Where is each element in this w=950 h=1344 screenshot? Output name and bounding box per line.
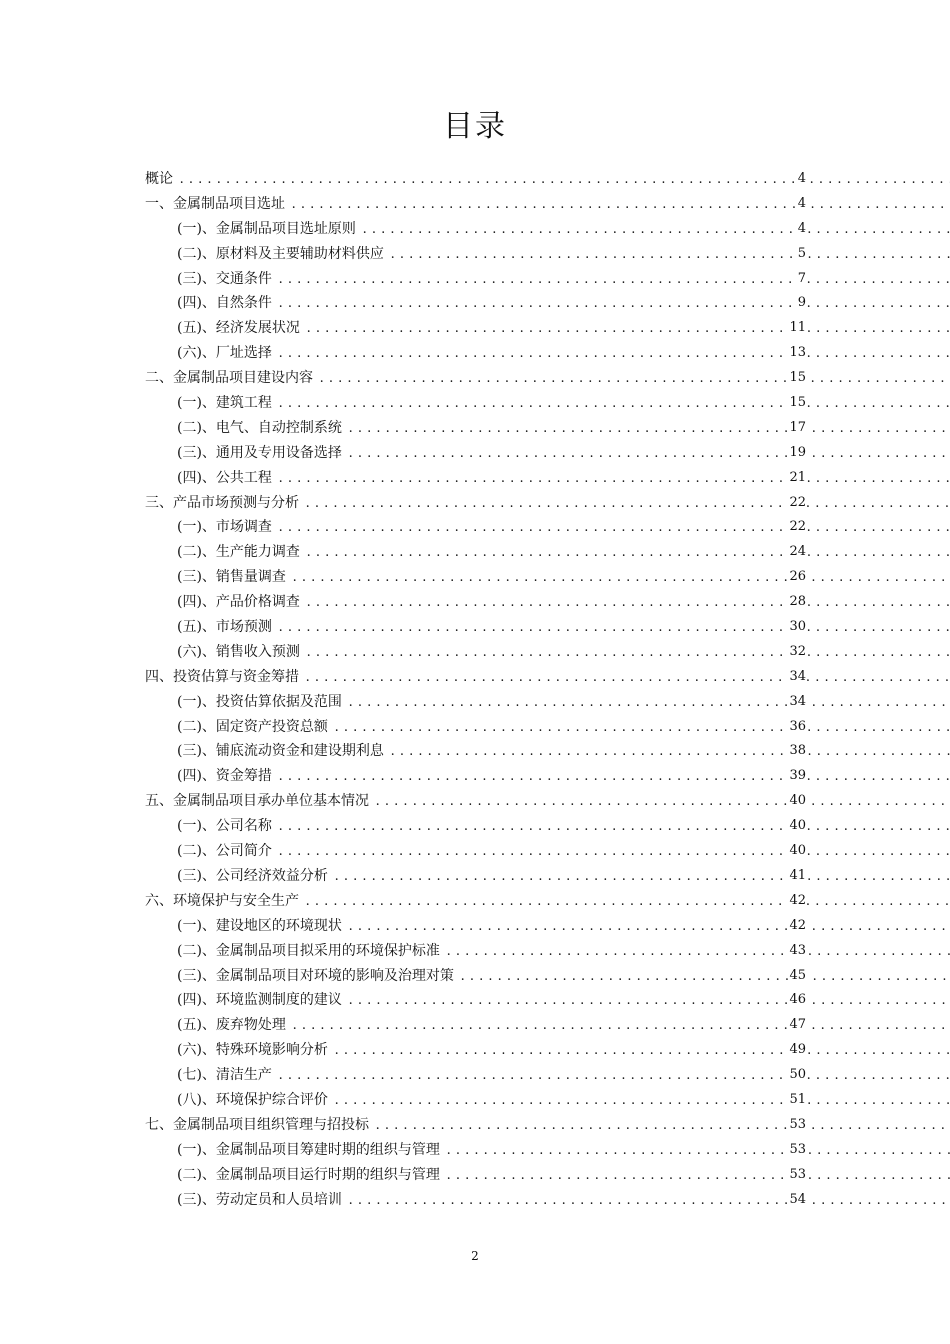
toc-entry[interactable] xyxy=(0,1013,950,1038)
toc-entry-text xyxy=(177,1138,950,1164)
toc-entry[interactable] xyxy=(0,217,950,242)
toc-entry-page: 4 xyxy=(797,217,807,242)
toc-entry[interactable] xyxy=(0,416,950,441)
toc-entry-label: (二)、固定资产投资总额 xyxy=(177,718,328,735)
toc-entry[interactable] xyxy=(0,1138,950,1163)
toc-entry[interactable] xyxy=(0,192,950,217)
toc-entry[interactable] xyxy=(0,565,950,590)
toc-entry-label: (三)、公司经济效益分析 xyxy=(177,867,328,884)
toc-entry-label: (四)、公共工程 xyxy=(177,469,272,486)
toc-entry-text xyxy=(145,665,950,691)
toc-entry-label: 三、产品市场预测与分析 xyxy=(145,494,299,511)
toc-entry-page: 49 xyxy=(788,1038,807,1063)
toc-entry-label: (五)、废弃物处理 xyxy=(177,1017,286,1034)
toc-entry[interactable] xyxy=(0,764,950,789)
toc-entry-text xyxy=(177,565,950,591)
toc-entry-page: 5 xyxy=(797,242,807,267)
toc-entry[interactable] xyxy=(0,291,950,316)
toc-entry-page: 4 xyxy=(797,192,807,217)
toc-entry-page: 4 xyxy=(797,167,807,192)
toc-entry-text xyxy=(177,341,950,367)
toc-entry-label: 四、投资估算与资金筹措 xyxy=(145,668,299,685)
toc-entry-text xyxy=(177,1088,950,1114)
toc-entry-label: (六)、销售收入预测 xyxy=(177,643,300,660)
toc-entry-label: (三)、销售量调查 xyxy=(177,569,286,586)
toc-entry-label: 概论 xyxy=(145,171,173,187)
toc-entry[interactable] xyxy=(0,391,950,416)
toc-entry-label: (一)、市场调查 xyxy=(177,519,272,536)
toc-entry-label: (六)、特殊环境影响分析 xyxy=(177,1042,328,1059)
toc-entry[interactable] xyxy=(0,814,950,839)
toc-entry[interactable] xyxy=(0,665,950,690)
toc-entry-page: 42 xyxy=(788,914,807,939)
toc-entry-text xyxy=(177,291,950,317)
toc-entry-label: (一)、投资估算依据及范围 xyxy=(177,693,342,710)
toc-entry[interactable] xyxy=(0,1088,950,1113)
toc-entry-label: (四)、资金筹措 xyxy=(177,768,272,785)
toc-entry-page: 15 xyxy=(788,391,807,416)
toc-entry-text xyxy=(177,1038,950,1064)
toc-entry-page: 53 xyxy=(788,1163,807,1188)
toc-entry-text xyxy=(177,515,950,541)
toc-entry-label: (四)、自然条件 xyxy=(177,295,272,312)
toc-entry-page: 45 xyxy=(788,964,807,989)
toc-entry-text xyxy=(177,939,950,965)
toc-entry[interactable] xyxy=(0,316,950,341)
toc-entry-text xyxy=(177,590,950,616)
toc-entry-label: (二)、金属制品项目运行时期的组织与管理 xyxy=(177,1166,440,1183)
toc-entry[interactable] xyxy=(0,441,950,466)
toc-entry-text xyxy=(145,192,950,218)
toc-entry[interactable] xyxy=(0,1113,950,1138)
toc-entry-page: 32 xyxy=(788,640,807,665)
toc-entry-text xyxy=(177,217,950,243)
toc-entry-page: 30 xyxy=(788,615,807,640)
toc-entry-page: 11 xyxy=(788,316,807,341)
toc-entry-text xyxy=(145,1113,950,1139)
toc-entry[interactable] xyxy=(0,988,950,1013)
toc-entry-label: (七)、清洁生产 xyxy=(177,1067,272,1084)
toc-entry-text xyxy=(177,1063,950,1089)
toc-entry-text xyxy=(145,789,950,815)
toc-entry-page: 7 xyxy=(797,267,807,292)
toc-entry-text xyxy=(177,640,950,666)
toc-entry-page: 38 xyxy=(788,739,807,764)
toc-entry-label: (一)、金属制品项目选址原则 xyxy=(177,220,356,237)
toc-entry[interactable] xyxy=(0,242,950,267)
toc-entry-page: 28 xyxy=(788,590,807,615)
toc-entry-page: 15 xyxy=(788,366,807,391)
toc-entry-label: (一)、公司名称 xyxy=(177,818,272,835)
toc-entry-text xyxy=(177,391,950,417)
toc-entry-text xyxy=(177,914,950,940)
toc-entry-page: 17 xyxy=(788,416,807,441)
toc-entry-label: (六)、厂址选择 xyxy=(177,345,272,362)
toc-entry-label: (二)、电气、自动控制系统 xyxy=(177,419,342,436)
toc-entry-label: 七、金属制品项目组织管理与招投标 xyxy=(145,1116,369,1133)
toc-entry[interactable] xyxy=(0,939,950,964)
toc-entry-text xyxy=(177,316,950,342)
toc-entry-label: 二、金属制品项目建设内容 xyxy=(145,370,313,387)
toc-entry-page: 22 xyxy=(788,491,807,516)
toc-entry-label: (四)、环境监测制度的建议 xyxy=(177,992,342,1009)
toc-entry[interactable] xyxy=(0,1188,950,1213)
toc-entry-label: 五、金属制品项目承办单位基本情况 xyxy=(145,793,369,810)
toc-entry-text xyxy=(177,739,950,765)
toc-entry-label: (三)、通用及专用设备选择 xyxy=(177,444,342,461)
toc-entry-text xyxy=(177,964,950,990)
toc-entry-page: 46 xyxy=(788,988,807,1013)
toc-entry[interactable] xyxy=(0,466,950,491)
toc-entry-text xyxy=(177,690,950,716)
toc-entry-text xyxy=(177,615,950,641)
toc-entry-page: 50 xyxy=(788,1063,807,1088)
toc-entry-text xyxy=(177,864,950,890)
toc-entry[interactable] xyxy=(0,540,950,565)
toc-entry-text xyxy=(177,441,950,467)
toc-entry-text xyxy=(177,988,950,1014)
toc-entry[interactable] xyxy=(0,1038,950,1063)
toc-entry[interactable] xyxy=(0,889,950,914)
toc-entry-label: (二)、原材料及主要辅助材料供应 xyxy=(177,245,384,262)
toc-entry[interactable] xyxy=(0,964,950,989)
toc-entry-text xyxy=(177,839,950,865)
page-title: 目录 xyxy=(443,109,507,144)
toc-entry[interactable] xyxy=(0,491,950,516)
toc-entry-label: (五)、经济发展状况 xyxy=(177,320,300,337)
toc-entry-page: 40 xyxy=(788,789,807,814)
toc-entry-text xyxy=(177,715,950,741)
toc-entry-page: 34 xyxy=(788,665,807,690)
toc-entry-page: 40 xyxy=(788,814,807,839)
toc-entry-page: 47 xyxy=(788,1013,807,1038)
toc-entry-text xyxy=(177,540,950,566)
toc-entry[interactable] xyxy=(0,615,950,640)
toc-entry[interactable] xyxy=(0,515,950,540)
toc-entry[interactable] xyxy=(0,341,950,366)
toc-entry-label: 一、金属制品项目选址 xyxy=(145,195,285,212)
page-number: 2 xyxy=(471,1249,479,1263)
table-of-contents xyxy=(0,167,950,1212)
toc-entry-text xyxy=(177,1188,950,1214)
toc-entry-label: (三)、交通条件 xyxy=(177,270,272,287)
toc-entry-text xyxy=(145,491,950,517)
toc-entry-text xyxy=(177,764,950,790)
toc-entry[interactable] xyxy=(0,1163,950,1188)
toc-entry-label: (三)、劳动定员和人员培训 xyxy=(177,1191,342,1208)
toc-entry-text xyxy=(145,889,950,915)
toc-entry[interactable] xyxy=(0,640,950,665)
toc-entry-label: (二)、金属制品项目拟采用的环境保护标准 xyxy=(177,942,440,959)
toc-entry[interactable] xyxy=(0,864,950,889)
toc-entry-text xyxy=(177,1163,950,1189)
toc-entry-label: (二)、公司简介 xyxy=(177,843,272,860)
toc-entry-page: 53 xyxy=(788,1113,807,1138)
toc-entry[interactable] xyxy=(0,739,950,764)
toc-entry-page: 43 xyxy=(788,939,807,964)
toc-entry[interactable] xyxy=(0,267,950,292)
toc-entry[interactable] xyxy=(0,715,950,740)
toc-entry-label: (一)、建设地区的环境现状 xyxy=(177,917,342,934)
toc-entry-page: 54 xyxy=(788,1188,807,1213)
toc-entry-text xyxy=(145,366,950,392)
toc-entry-page: 42 xyxy=(788,889,807,914)
toc-entry-label: (八)、环境保护综合评价 xyxy=(177,1091,328,1108)
toc-entry-page: 9 xyxy=(797,291,807,316)
toc-entry[interactable] xyxy=(0,590,950,615)
toc-entry[interactable] xyxy=(0,789,950,814)
toc-entry-page: 41 xyxy=(788,864,807,889)
toc-entry-label: (一)、金属制品项目筹建时期的组织与管理 xyxy=(177,1141,440,1158)
toc-entry-page: 34 xyxy=(788,690,807,715)
toc-entry-page: 26 xyxy=(788,565,807,590)
toc-entry-label: (四)、产品价格调查 xyxy=(177,594,300,611)
toc-entry-label: (三)、铺底流动资金和建设期利息 xyxy=(177,743,384,760)
toc-entry-page: 53 xyxy=(788,1138,807,1163)
toc-entry-text xyxy=(145,167,950,193)
toc-entry-label: (三)、金属制品项目对环境的影响及治理对策 xyxy=(177,967,454,984)
toc-entry-label: (二)、生产能力调查 xyxy=(177,544,300,561)
toc-entry[interactable] xyxy=(0,366,950,391)
toc-entry-page: 13 xyxy=(788,341,807,366)
toc-entry-label: 六、环境保护与安全生产 xyxy=(145,892,299,909)
toc-entry[interactable] xyxy=(0,167,950,192)
toc-entry-text xyxy=(177,466,950,492)
toc-entry[interactable] xyxy=(0,914,950,939)
toc-entry-page: 19 xyxy=(788,441,807,466)
toc-entry-text xyxy=(177,416,950,442)
toc-entry-page: 24 xyxy=(788,540,807,565)
toc-entry[interactable] xyxy=(0,1063,950,1088)
toc-entry[interactable] xyxy=(0,690,950,715)
toc-entry-text xyxy=(177,814,950,840)
toc-entry-text xyxy=(177,242,950,268)
toc-entry-page: 36 xyxy=(788,715,807,740)
toc-entry-text xyxy=(177,267,950,293)
toc-entry-page: 40 xyxy=(788,839,807,864)
toc-entry-page: 21 xyxy=(788,466,807,491)
toc-entry-page: 39 xyxy=(788,764,807,789)
toc-entry-label: (一)、建筑工程 xyxy=(177,395,272,412)
toc-entry[interactable] xyxy=(0,839,950,864)
toc-entry-text xyxy=(177,1013,950,1039)
toc-entry-label: (五)、市场预测 xyxy=(177,619,272,636)
toc-entry-page: 22 xyxy=(788,515,807,540)
toc-entry-page: 51 xyxy=(788,1088,807,1113)
